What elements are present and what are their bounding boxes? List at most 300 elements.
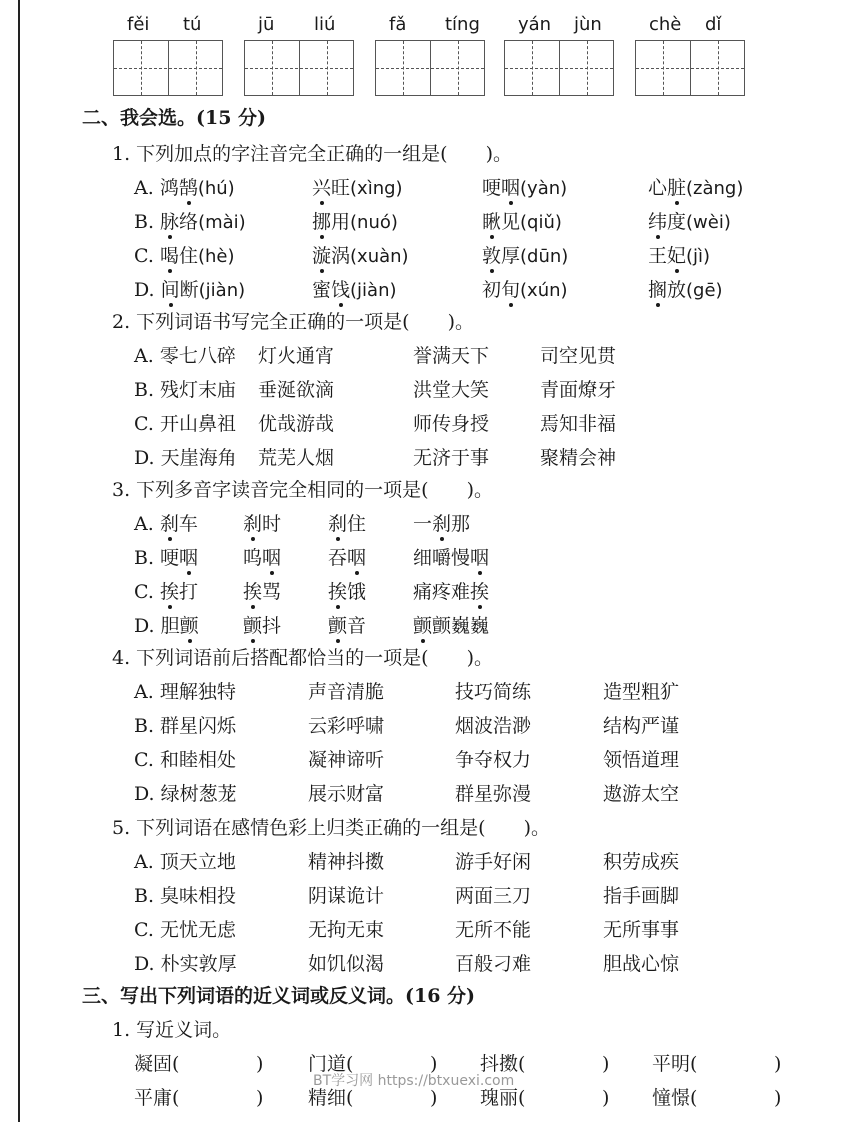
question-stem: 5. 下列词语在感情色彩上归类正确的一组是( )。	[112, 817, 550, 839]
option-word: 群星闪烁	[160, 715, 237, 737]
section-3-title: 三、写出下列词语的近义词或反义词。(16 分)	[82, 985, 476, 1007]
option-item	[328, 546, 366, 570]
pinyin-answer: (hè)	[197, 246, 235, 267]
option-item	[243, 614, 281, 638]
option-word: 挪用	[312, 211, 351, 233]
option-word: 烟波浩渺	[455, 715, 532, 737]
option-item	[134, 952, 237, 976]
grid-line	[327, 41, 328, 95]
option-word: 百般刁难	[455, 953, 532, 975]
option-letter: C.	[134, 749, 160, 771]
option-word: 垂涎欲滴	[258, 379, 335, 401]
section-2-title: 二、我会选。(15 分)	[82, 107, 267, 129]
option-word: 灯火通宵	[258, 345, 335, 367]
option-word: 漩涡	[312, 245, 351, 267]
option-item	[258, 344, 334, 368]
option-item	[540, 344, 616, 368]
option-letter: A.	[134, 851, 160, 873]
emphasis-dot	[336, 639, 340, 643]
option-word: 争夺权力	[455, 749, 532, 771]
option-letter: B.	[134, 547, 161, 569]
emphasis-dot	[421, 639, 425, 643]
open-paren: (	[690, 1087, 698, 1109]
option-word: 间断	[160, 279, 199, 301]
option-item	[455, 884, 531, 908]
option-word: 洪堂大笑	[413, 379, 490, 401]
option-letter: A.	[134, 513, 160, 535]
grid-line	[376, 68, 484, 69]
option-item	[482, 244, 568, 269]
option-word: 展示财富	[308, 783, 385, 805]
pinyin-answer: (qiǔ)	[520, 212, 562, 233]
option-item	[134, 412, 236, 436]
option-word: 鸿鹄	[159, 177, 198, 199]
open-paren: (	[690, 1053, 698, 1075]
option-word: 凝神谛听	[308, 749, 385, 771]
option-item	[134, 614, 199, 638]
option-item	[312, 210, 398, 235]
pinyin-answer: (yàn)	[520, 178, 568, 199]
option-letter: D.	[134, 953, 161, 975]
emphasis-dot	[336, 605, 340, 609]
open-paren: (	[172, 1053, 180, 1075]
emphasis-dot	[355, 571, 359, 575]
option-word: 焉知非福	[540, 413, 617, 435]
emphasis-dot	[478, 571, 482, 575]
option-item	[455, 748, 531, 772]
emphasis-dot	[339, 303, 343, 307]
option-item	[308, 680, 384, 704]
option-word: 挨打	[159, 581, 198, 603]
option-item	[413, 614, 489, 638]
writing-box[interactable]	[504, 40, 614, 96]
option-word: 群星弥漫	[455, 783, 532, 805]
grid-line	[718, 41, 719, 95]
option-word: 搁放	[648, 279, 687, 301]
option-item	[134, 210, 246, 235]
option-item	[328, 580, 366, 604]
option-word: 积劳成疾	[603, 851, 680, 873]
emphasis-dot	[187, 201, 191, 205]
writing-box[interactable]	[244, 40, 354, 96]
question-stem: 2. 下列词语书写完全正确的一项是( )。	[112, 311, 474, 333]
option-item	[134, 714, 236, 738]
emphasis-dot	[320, 235, 324, 239]
option-word: 师传身授	[413, 413, 490, 435]
answer-blank[interactable]	[707, 1086, 777, 1110]
emphasis-dot	[320, 201, 324, 205]
option-letter: D.	[134, 447, 161, 469]
option-item	[455, 782, 531, 806]
option-word: 一刹那	[413, 513, 471, 535]
option-item	[603, 918, 679, 942]
pinyin-label: tíng	[445, 14, 480, 35]
option-item	[134, 512, 198, 536]
option-word: 吞咽	[328, 547, 367, 569]
pinyin-answer: (jiàn)	[350, 280, 397, 301]
option-word: 刹时	[243, 513, 282, 535]
option-item	[134, 446, 237, 470]
option-word: 呜咽	[243, 547, 282, 569]
option-item	[134, 850, 236, 874]
option-item	[134, 748, 236, 772]
option-item	[540, 378, 616, 402]
emphasis-dot	[251, 639, 255, 643]
close-paren: )	[774, 1087, 782, 1109]
answer-blank[interactable]	[707, 1052, 777, 1076]
option-item	[413, 344, 489, 368]
grid-line	[403, 41, 404, 95]
option-item	[540, 446, 616, 470]
option-word: 绿树葱茏	[160, 783, 237, 805]
option-item	[243, 546, 281, 570]
option-word: 无济于事	[413, 447, 490, 469]
emphasis-dot	[168, 605, 172, 609]
emphasis-dot	[168, 269, 172, 273]
grid-line	[532, 41, 533, 95]
answer-blank[interactable]	[535, 1052, 605, 1076]
option-item	[308, 918, 384, 942]
pinyin-answer: (zàng)	[686, 178, 744, 199]
option-item	[308, 884, 384, 908]
synonym-item	[652, 1052, 697, 1076]
option-item	[455, 918, 531, 942]
option-word: 刹住	[328, 513, 367, 535]
emphasis-dot	[509, 303, 513, 307]
option-word: 朴实敦厚	[160, 953, 237, 975]
option-word: 和睦相处	[159, 749, 236, 771]
option-word: 荒芜人烟	[258, 447, 335, 469]
option-item	[603, 714, 679, 738]
pinyin-label: dǐ	[705, 14, 722, 35]
option-word: 造型粗犷	[603, 681, 680, 703]
option-word: 结构严谨	[603, 715, 680, 737]
synonym-word: 精细	[308, 1087, 347, 1109]
option-word: 开山鼻祖	[159, 413, 236, 435]
option-word: 阴谋诡计	[308, 885, 385, 907]
option-word: 天崖海角	[160, 447, 237, 469]
synonym-item	[134, 1052, 179, 1076]
option-word: 无拘无束	[308, 919, 385, 941]
option-item	[603, 782, 679, 806]
emphasis-dot	[656, 235, 660, 239]
option-item	[134, 344, 236, 368]
grid-line	[587, 41, 588, 95]
option-item	[603, 884, 679, 908]
question-stem: 3. 下列多音字读音完全相同的一项是( )。	[112, 479, 493, 501]
option-word: 理解独特	[159, 681, 236, 703]
option-word: 精神抖擞	[308, 851, 385, 873]
option-word: 颤音	[328, 615, 367, 637]
emphasis-dot	[270, 571, 274, 575]
option-word: 声音清脆	[308, 681, 385, 703]
option-word: 顶天立地	[159, 851, 236, 873]
synonym-word: 平庸	[134, 1087, 173, 1109]
option-word: 瞅见	[482, 211, 521, 233]
answer-blank[interactable]	[189, 1052, 259, 1076]
option-item	[413, 580, 489, 604]
option-item	[243, 580, 281, 604]
emphasis-dot	[490, 269, 494, 273]
option-item	[413, 512, 470, 536]
option-word: 敦厚	[482, 245, 521, 267]
grid-line	[245, 68, 353, 69]
synonym-word: 平明	[652, 1053, 691, 1075]
emphasis-dot	[675, 269, 679, 273]
option-letter: D.	[134, 279, 161, 301]
option-letter: D.	[134, 783, 161, 805]
option-word: 脉络	[160, 211, 199, 233]
option-item	[312, 278, 397, 303]
option-letter: A.	[134, 345, 160, 367]
synonym-item	[652, 1086, 697, 1110]
option-letter: A.	[134, 177, 160, 199]
margin-line	[18, 0, 20, 1122]
pinyin-answer: (jiàn)	[198, 280, 246, 301]
option-item	[258, 446, 334, 470]
pinyin-answer: (nuó)	[350, 212, 398, 233]
option-word: 挨饿	[328, 581, 367, 603]
answer-blank[interactable]	[189, 1086, 259, 1110]
grid-line	[458, 41, 459, 95]
option-letter: C.	[134, 245, 160, 267]
option-item	[308, 850, 384, 874]
option-word: 哽咽	[160, 547, 199, 569]
option-item	[413, 446, 489, 470]
grid-line	[272, 41, 273, 95]
open-paren: (	[518, 1053, 526, 1075]
option-word: 挨骂	[243, 581, 282, 603]
question-stem: 1. 下列加点的字注音完全正确的一组是( )。	[112, 143, 512, 165]
option-item	[134, 680, 236, 704]
grid-line	[663, 41, 664, 95]
close-paren: )	[256, 1087, 264, 1109]
option-letter: B.	[134, 715, 161, 737]
option-word: 残灯末庙	[160, 379, 237, 401]
pinyin-answer: (hú)	[197, 178, 235, 199]
option-word: 云彩呼啸	[308, 715, 385, 737]
option-item	[134, 278, 245, 303]
option-item	[134, 918, 236, 942]
option-item	[540, 412, 616, 436]
option-word: 如饥似渴	[308, 953, 385, 975]
pinyin-answer: (xuàn)	[350, 246, 409, 267]
pinyin-answer: (dūn)	[520, 246, 569, 267]
option-word: 优哉游哉	[258, 413, 335, 435]
option-word: 兴旺	[312, 177, 351, 199]
option-word: 聚精会神	[540, 447, 617, 469]
emphasis-dot	[336, 537, 340, 541]
emphasis-dot	[656, 303, 660, 307]
option-word: 指手画脚	[603, 885, 680, 907]
option-word: 哽咽	[482, 177, 521, 199]
close-paren: )	[256, 1053, 264, 1075]
synonym-word: 门道	[308, 1053, 347, 1075]
synonym-word: 憧憬	[652, 1087, 691, 1109]
option-word: 初旬	[482, 279, 521, 301]
option-item	[648, 176, 743, 201]
close-paren: )	[602, 1087, 610, 1109]
pinyin-answer: (xìng)	[350, 178, 403, 199]
synonym-word: 抖擞	[480, 1053, 519, 1075]
grid-line	[141, 41, 142, 95]
option-item	[648, 210, 731, 235]
option-word: 细嚼慢咽	[413, 547, 490, 569]
synonym-item	[134, 1086, 179, 1110]
option-word: 无所事事	[603, 919, 680, 941]
pinyin-answer: (xún)	[520, 280, 568, 301]
option-word: 颤抖	[243, 615, 282, 637]
option-item	[134, 244, 235, 269]
option-word: 纬度	[648, 211, 687, 233]
option-item	[455, 680, 531, 704]
emphasis-dot	[188, 639, 192, 643]
option-word: 痛疼难挨	[413, 581, 490, 603]
option-item	[134, 884, 236, 908]
option-word: 游手好闲	[455, 851, 532, 873]
option-item	[455, 714, 531, 738]
grid-line	[505, 68, 613, 69]
option-word: 零七八碎	[159, 345, 236, 367]
emphasis-dot	[251, 537, 255, 541]
pinyin-label: liú	[314, 14, 336, 35]
option-item	[603, 850, 679, 874]
close-paren: )	[430, 1053, 438, 1075]
open-paren: (	[518, 1087, 526, 1109]
option-item	[134, 782, 237, 806]
option-item	[328, 614, 366, 638]
pinyin-label: chè	[649, 14, 682, 35]
writing-box[interactable]	[635, 40, 745, 96]
option-item	[455, 952, 531, 976]
option-item	[308, 952, 384, 976]
option-item	[258, 412, 334, 436]
option-item	[312, 244, 409, 269]
option-item	[413, 546, 489, 570]
option-item	[312, 176, 403, 201]
close-paren: )	[602, 1053, 610, 1075]
option-word: 青面燎牙	[540, 379, 617, 401]
emphasis-dot	[168, 537, 172, 541]
option-item	[328, 512, 366, 536]
grid-line	[636, 68, 744, 69]
emphasis-dot	[509, 201, 513, 205]
emphasis-dot	[478, 605, 482, 609]
answer-blank[interactable]	[535, 1086, 605, 1110]
option-item	[134, 546, 198, 570]
pinyin-label: fěi	[127, 14, 150, 35]
option-word: 两面三刀	[455, 885, 532, 907]
option-item	[648, 244, 710, 269]
section-3-sub1: 1. 写近义词。	[112, 1019, 232, 1041]
emphasis-dot	[169, 303, 173, 307]
option-item	[648, 278, 723, 303]
option-item	[413, 378, 489, 402]
option-word: 王妃	[648, 245, 687, 267]
grid-line	[196, 41, 197, 95]
option-word: 领悟道理	[603, 749, 680, 771]
open-paren: (	[346, 1053, 354, 1075]
option-word: 胆战心惊	[603, 953, 680, 975]
pinyin-label: jū	[258, 14, 275, 35]
option-item	[308, 748, 384, 772]
emphasis-dot	[168, 235, 172, 239]
option-word: 蜜饯	[312, 279, 351, 301]
pinyin-label: jùn	[574, 14, 602, 35]
option-word: 遨游太空	[603, 783, 680, 805]
option-letter: C.	[134, 581, 160, 603]
option-word: 心脏	[648, 177, 687, 199]
option-letter: B.	[134, 211, 161, 233]
option-word: 臭味相投	[160, 885, 237, 907]
emphasis-dot	[320, 269, 324, 273]
pinyin-answer: (mài)	[198, 212, 246, 233]
option-word: 无忧无虑	[159, 919, 236, 941]
option-item	[308, 714, 384, 738]
option-word: 喝住	[159, 245, 198, 267]
option-word: 胆颤	[160, 615, 199, 637]
close-paren: )	[430, 1087, 438, 1109]
pinyin-answer: (jì)	[686, 246, 711, 267]
option-item	[258, 378, 334, 402]
grid-line	[114, 68, 222, 69]
writing-box[interactable]	[113, 40, 223, 96]
option-item	[603, 748, 679, 772]
emphasis-dot	[187, 571, 191, 575]
option-item	[482, 278, 568, 303]
option-word: 颤颤巍巍	[413, 615, 490, 637]
option-item	[482, 210, 562, 235]
pinyin-answer: (gē)	[686, 280, 723, 301]
close-paren: )	[774, 1053, 782, 1075]
open-paren: (	[346, 1087, 354, 1109]
option-letter: B.	[134, 379, 161, 401]
option-item	[413, 412, 489, 436]
option-word: 无所不能	[455, 919, 532, 941]
option-item	[482, 176, 567, 201]
emphasis-dot	[251, 605, 255, 609]
open-paren: (	[172, 1087, 180, 1109]
option-word: 刹车	[159, 513, 198, 535]
option-item	[455, 850, 531, 874]
option-letter: B.	[134, 885, 161, 907]
writing-box[interactable]	[375, 40, 485, 96]
emphasis-dot	[675, 201, 679, 205]
emphasis-dot	[490, 235, 494, 239]
option-item	[603, 952, 679, 976]
pinyin-answer: (wèi)	[686, 212, 731, 233]
pinyin-label: tú	[183, 14, 202, 35]
option-letter: A.	[134, 681, 160, 703]
option-letter: C.	[134, 919, 160, 941]
option-word: 司空见贯	[540, 345, 617, 367]
option-item	[134, 378, 236, 402]
synonym-word: 凝固	[134, 1053, 173, 1075]
watermark: BT学习网 https://btxuexi.com	[313, 1073, 515, 1089]
option-item	[603, 680, 679, 704]
option-letter: C.	[134, 413, 160, 435]
option-item	[308, 782, 384, 806]
pinyin-label: yán	[518, 14, 552, 35]
pinyin-label: fǎ	[389, 14, 407, 35]
option-item	[134, 580, 198, 604]
option-item	[243, 512, 281, 536]
emphasis-dot	[440, 537, 444, 541]
option-letter: D.	[134, 615, 161, 637]
option-word: 誉满天下	[413, 345, 490, 367]
option-word: 技巧简练	[455, 681, 532, 703]
question-stem: 4. 下列词语前后搭配都恰当的一项是( )。	[112, 647, 493, 669]
